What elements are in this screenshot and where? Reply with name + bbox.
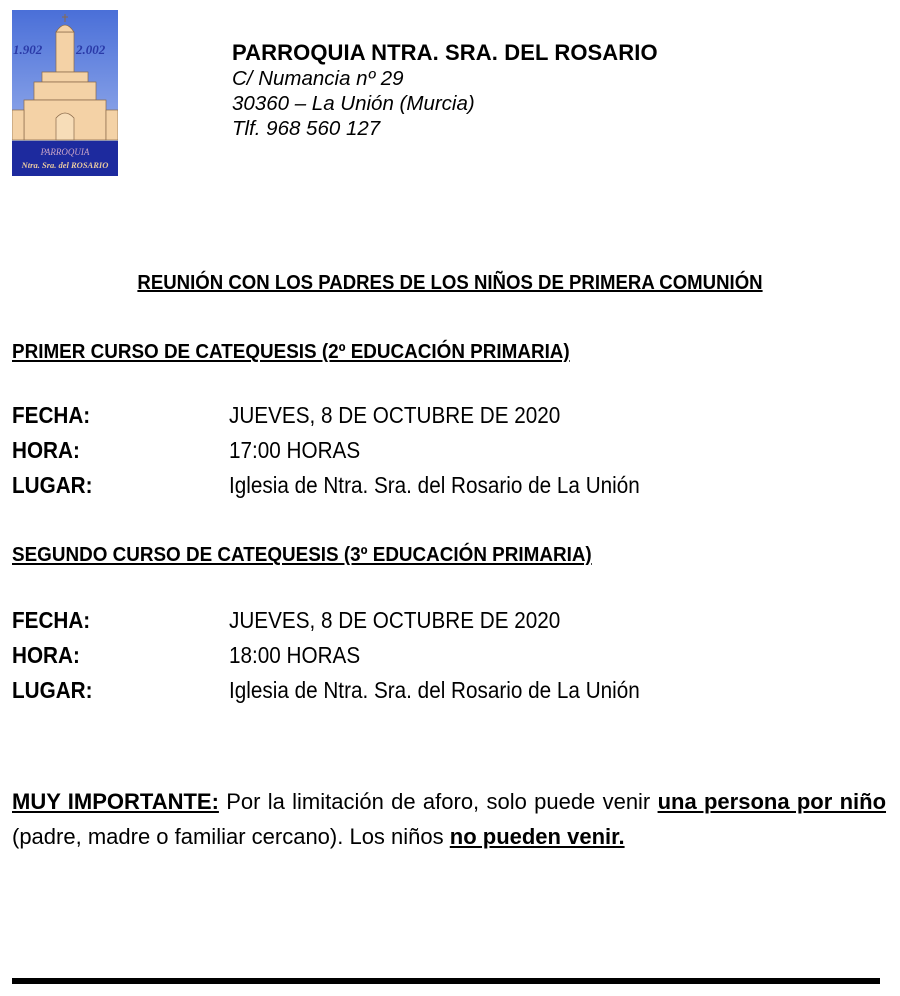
church-logo-icon [12, 10, 118, 176]
section-heading-second-course: SEGUNDO CURSO DE CATEQUESIS (3º EDUCACIÓN PRIMARIA) [12, 543, 592, 566]
parish-name: PARROQUIA NTRA. SRA. DEL ROSARIO [232, 40, 658, 65]
label-date: FECHA: [12, 607, 91, 633]
bottom-rule [12, 978, 880, 984]
value-place: Iglesia de Ntra. Sra. del Rosario de La Unión [229, 677, 640, 703]
value-time: 17:00 HORAS [229, 437, 361, 463]
value-date: JUEVES, 8 DE OCTUBRE DE 2020 [229, 402, 561, 428]
note-emphasis-1: una persona por niño [657, 789, 887, 814]
label-time: HORA: [12, 437, 80, 463]
logo-caption-1: PARROQUIA [40, 147, 90, 157]
parish-address: C/ Numancia nº 29 [232, 67, 404, 90]
label-time: HORA: [12, 642, 80, 668]
label-place: LUGAR: [12, 472, 93, 498]
note-text-2: (padre, madre o familiar cercano). Los niños [12, 824, 450, 849]
parish-phone: Tlf. 968 560 127 [232, 117, 381, 140]
value-date: JUEVES, 8 DE OCTUBRE DE 2020 [229, 607, 561, 633]
important-note [12, 784, 886, 854]
value-place: Iglesia de Ntra. Sra. del Rosario de La Unión [229, 472, 640, 498]
parish-city: 30360 – La Unión (Murcia) [232, 92, 475, 115]
parish-logo [12, 10, 118, 176]
logo-caption-2: Ntra. Sra. del ROSARIO [21, 160, 109, 170]
note-text-1: Por la limitación de aforo, solo puede venir [218, 789, 658, 814]
note-lead: MUY IMPORTANTE: [12, 789, 219, 814]
label-place: LUGAR: [12, 677, 93, 703]
document-title: REUNIÓN CON LOS PADRES DE LOS NIÑOS DE PRIMERA COMUNIÓN [137, 272, 763, 294]
letterhead [232, 40, 658, 141]
note-emphasis-2: no pueden venir. [449, 824, 625, 849]
label-date: FECHA: [12, 402, 91, 428]
logo-year-right: 2.002 [76, 42, 106, 57]
logo-year-left: 1.902 [13, 42, 43, 57]
value-time: 18:00 HORAS [229, 642, 361, 668]
section-heading-first-course: PRIMER CURSO DE CATEQUESIS (2º EDUCACIÓN PRIMARIA) [12, 340, 570, 363]
